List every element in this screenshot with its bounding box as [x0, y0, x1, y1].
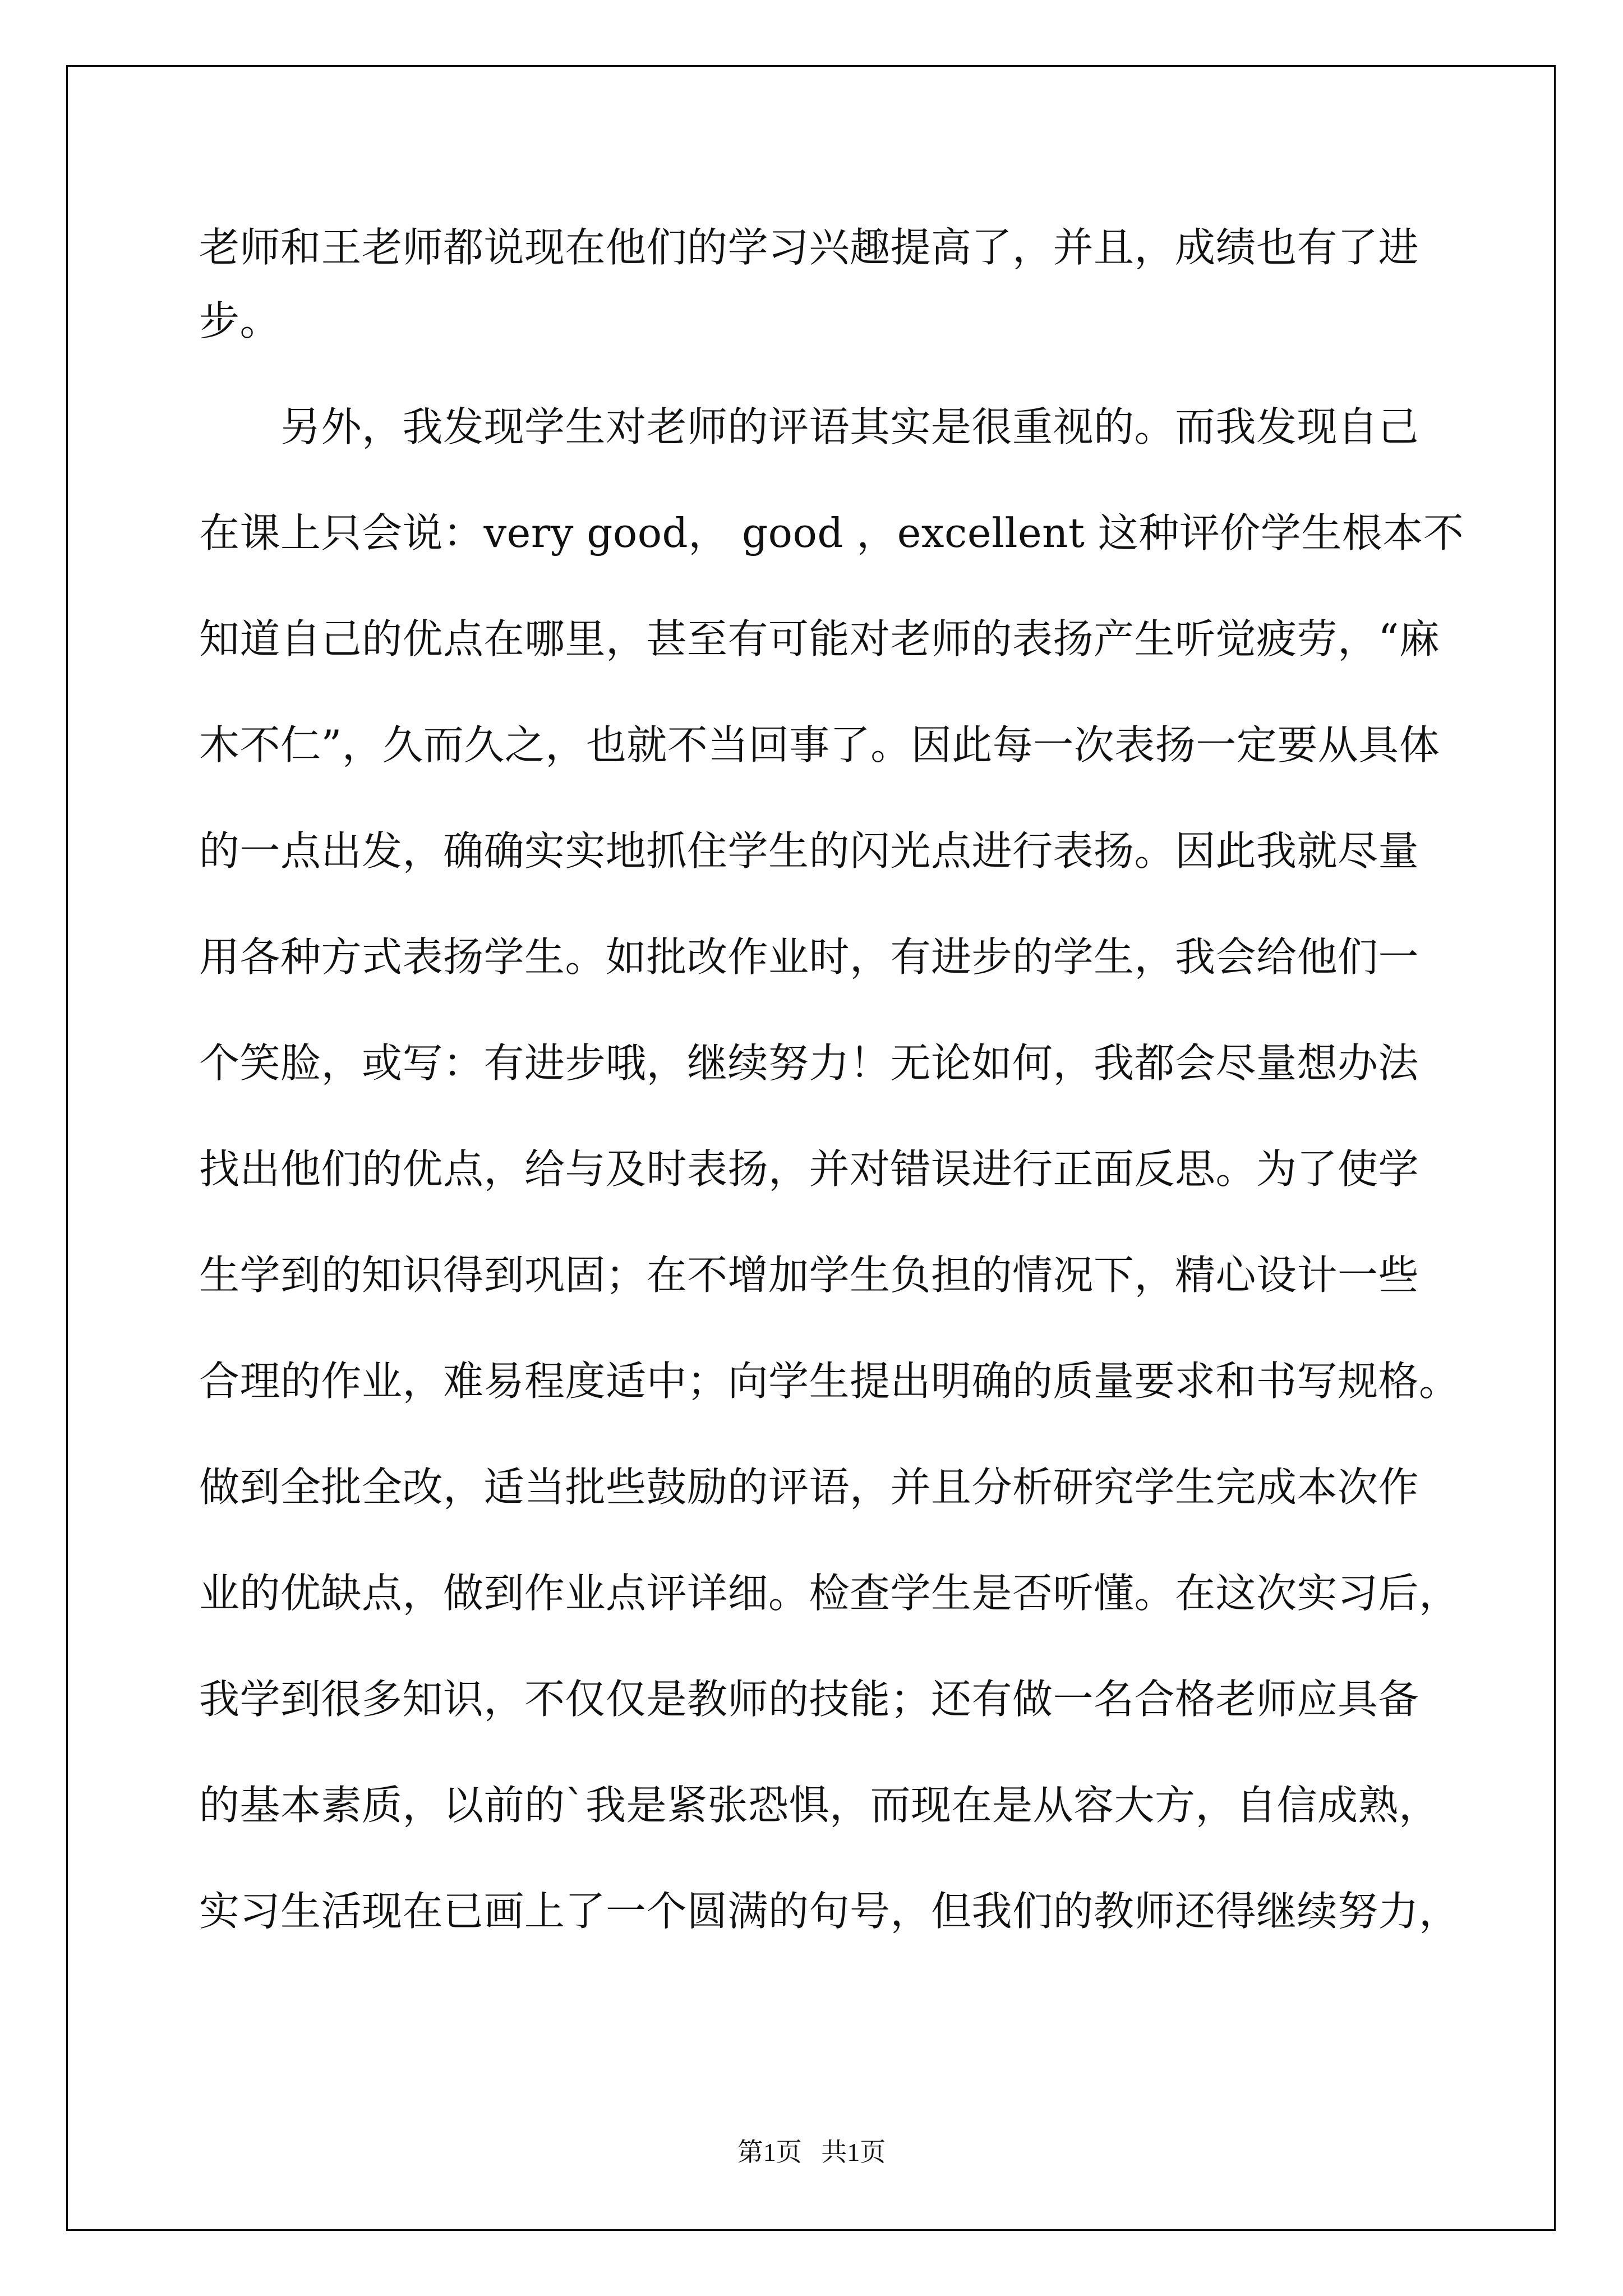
text-line: 做到全批全改，适当批些鼓励的评语，并且分析研究学生完成本次作 [199, 1464, 1419, 1511]
text-line: 步。 [199, 297, 281, 344]
text-line: 找出他们的优点，给与及时表扬，并对错误进行正面反思。为了使学 [199, 1145, 1419, 1193]
text-line: 的基本素质，以前的`我是紧张恐惧，而现在是从容大方，自信成熟， [199, 1782, 1440, 1829]
paragraph-start-line: 另外，我发现学生对老师的评语其实是很重视的。而我发现自己 [280, 403, 1419, 450]
text-line: 个笑脸，或写：有进步哦，继续努力！无论如何，我都会尽量想办法 [199, 1039, 1419, 1087]
page-number-footer: 第1页 共1页 [737, 2138, 886, 2166]
text-line: 实习生活现在已画上了一个圆满的句号，但我们的教师还得继续努力， [199, 1888, 1460, 1935]
text-line: 老师和王老师都说现在他们的学习兴趣提高了，并且，成绩也有了进 [199, 224, 1419, 271]
text-line: 合理的作业，难易程度适中；向学生提出明确的质量要求和书写规格。 [199, 1358, 1460, 1405]
text-line: 用各种方式表扬学生。如批改作业时，有进步的学生，我会给他们一 [199, 933, 1419, 981]
text-line: 我学到很多知识，不仅仅是教师的技能；还有做一名合格老师应具备 [199, 1676, 1419, 1723]
text-line: 木不仁”，久而久之，也就不当回事了。因此每一次表扬一定要从具体 [199, 721, 1440, 769]
text-line: 的一点出发，确确实实地抓住学生的闪光点进行表扬。因此我就尽量 [199, 827, 1419, 875]
text-line: 业的优缺点，做到作业点评详细。检查学生是否听懂。在这次实习后， [199, 1570, 1460, 1617]
text-line: 生学到的知识得到巩固；在不增加学生负担的情况下，精心设计一些 [199, 1251, 1419, 1299]
text-line: 知道自己的优点在哪里，甚至有可能对老师的表扬产生听觉疲劳，“麻 [199, 615, 1440, 662]
text-line: 在课上只会说：very good， good ，excellent 这种评价学生根本不 [199, 509, 1464, 556]
